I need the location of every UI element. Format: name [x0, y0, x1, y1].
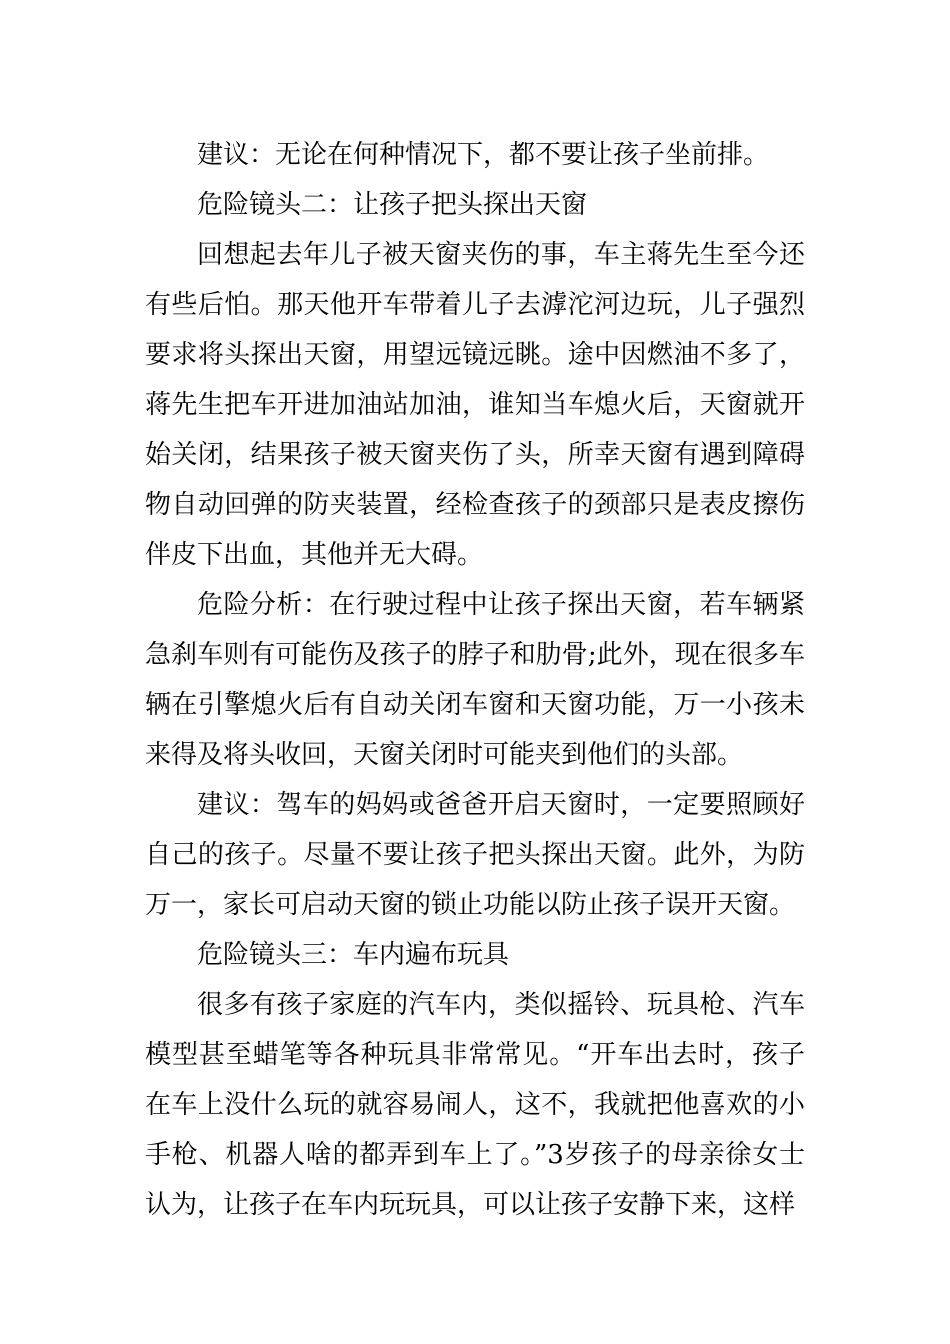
heading-danger-scene-three: 危险镜头三：车内遍布玩具	[197, 940, 510, 970]
document-body	[145, 130, 805, 1230]
heading-danger-scene-two: 危险镜头二：让孩子把头探出天窗	[197, 190, 588, 220]
paragraph-sunroof-story: 回想起去年儿子被天窗夹伤的事，车主蒋先生至今还有些后怕。那天他开车带着儿子去滹沱河边玩，儿子强烈要求将头探出天窗，用望远镜远眺。途中因燃油不多了，蒋先生把车开进加油站加油，谁知当车熄火后，天窗就开始关闭，结果孩子被天窗夹伤了头，所幸天窗有遇到障碍物自动回弹的防夹装置，经检查孩子的颈部只是表皮擦伤伴皮下出血，其他并无大碍。	[145, 240, 805, 570]
paragraph-advice-sunroof: 建议：驾车的妈妈或爸爸开启天窗时，一定要照顾好自己的孩子。尽量不要让孩子把头探出天窗。此外，为防万一，家长可启动天窗的锁止功能以防止孩子误开天窗。	[145, 790, 805, 920]
paragraph-toys-in-car: 很多有孩子家庭的汽车内，类似摇铃、玩具枪、汽车模型甚至蜡笔等各种玩具非常常见。“开车出去时，孩子在车上没什么玩的就容易闹人，这不，我就把他喜欢的小手枪、机器人啥的都弄到车上了。”3岁孩子的母亲徐女士认为，让孩子在车内玩玩具，可以让孩子安静下来，这样	[145, 990, 805, 1220]
paragraph-danger-analysis: 危险分析：在行驶过程中让孩子探出天窗，若车辆紧急刹车则有可能伤及孩子的脖子和肋骨;此外，现在很多车辆在引擎熄火后有自动关闭车窗和天窗功能，万一小孩未来得及将头收回，天窗关闭时可能夹到他们的头部。	[145, 590, 805, 770]
paragraph-advice-front-seat: 建议：无论在何种情况下，都不要让孩子坐前排。	[197, 140, 770, 170]
